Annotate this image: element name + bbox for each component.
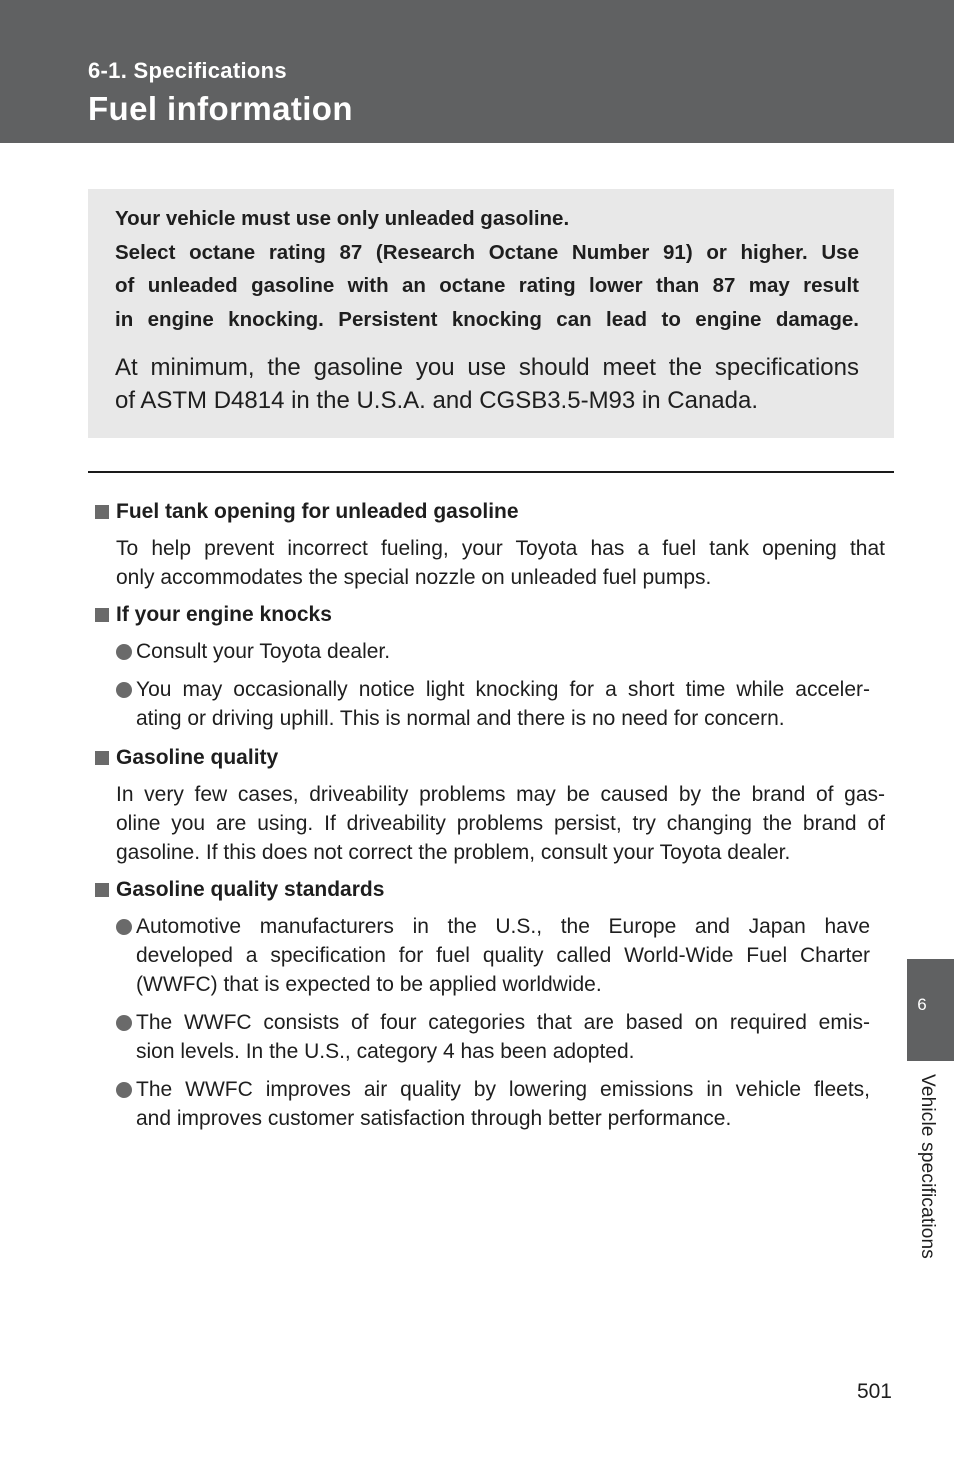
section-heading: Gasoline quality standards bbox=[95, 874, 885, 906]
notice-line: Your vehicle must use only unleaded gasoline. bbox=[115, 207, 570, 230]
square-bullet-icon bbox=[95, 505, 109, 519]
list-item: The WWFC consists of four categories that are based on required emis- sion levels. In the U.S., category 4 has been adopted. bbox=[95, 1008, 870, 1066]
page-title: Fuel information bbox=[88, 90, 353, 127]
section-heading: Gasoline quality bbox=[95, 742, 885, 774]
section-heading: If your engine knocks bbox=[95, 599, 885, 631]
circle-bullet-icon bbox=[116, 682, 132, 698]
list-item: You may occasionally notice light knocking for a short time while acceler- ating or driving uphill. This is normal and there is no need for concern. bbox=[95, 675, 870, 733]
page-header bbox=[0, 0, 954, 143]
notice-line: Select octane rating 87 (Research Octane Number 91) or higher. Use bbox=[115, 240, 859, 264]
section-paragraph: To help prevent incorrect fueling, your Toyota has a fuel tank opening that only accommodates the special nozzle on unleaded fuel pumps. bbox=[116, 537, 885, 589]
section-paragraph: In very few cases, driveability problems may be caused by the brand of gas- oline you are using. If driveability problems persist, try changing the brand of gasoline. If this does not correct the problem, consult your Toyota dealer. bbox=[116, 783, 885, 864]
list-item: The WWFC improves air quality by lowering emissions in vehicle fleets, and improves customer satisfaction through better performance. bbox=[95, 1075, 870, 1133]
chapter-number: 6 bbox=[917, 995, 927, 1014]
circle-bullet-icon bbox=[116, 1082, 132, 1098]
chapter-label: Vehicle specifications bbox=[917, 1074, 938, 1260]
notice-line: At minimum, the gasoline you use should meet the specifications bbox=[115, 354, 859, 381]
section-heading: Fuel tank opening for unleaded gasoline bbox=[95, 496, 885, 528]
section-label: 6-1. Specifications bbox=[88, 58, 287, 83]
notice-bold-text bbox=[115, 202, 859, 336]
notice-plain-text bbox=[115, 351, 859, 417]
divider-line bbox=[88, 471, 894, 473]
notice-line: of ASTM D4814 in the U.S.A. and CGSB3.5-M93 in Canada. bbox=[115, 387, 759, 414]
circle-bullet-icon bbox=[116, 1015, 132, 1031]
main-content bbox=[95, 496, 885, 1142]
notice-line: in engine knocking. Persistent knocking can lead to engine damage. bbox=[115, 307, 859, 331]
list-item: Consult your Toyota dealer. bbox=[95, 637, 870, 666]
page-number: 501 bbox=[856, 1380, 892, 1403]
notice-line: of unleaded gasoline with an octane rating lower than 87 may result bbox=[115, 274, 859, 297]
notice-box bbox=[88, 189, 894, 438]
square-bullet-icon bbox=[95, 608, 109, 622]
list-item: Automotive manufacturers in the U.S., the Europe and Japan have developed a specification for fuel quality called World-Wide Fuel Charter (WWFC) that is expected to be applied worldwide. bbox=[95, 912, 870, 999]
chapter-tab bbox=[907, 959, 954, 1061]
square-bullet-icon bbox=[95, 751, 109, 765]
circle-bullet-icon bbox=[116, 644, 132, 660]
circle-bullet-icon bbox=[116, 919, 132, 935]
square-bullet-icon bbox=[95, 883, 109, 897]
